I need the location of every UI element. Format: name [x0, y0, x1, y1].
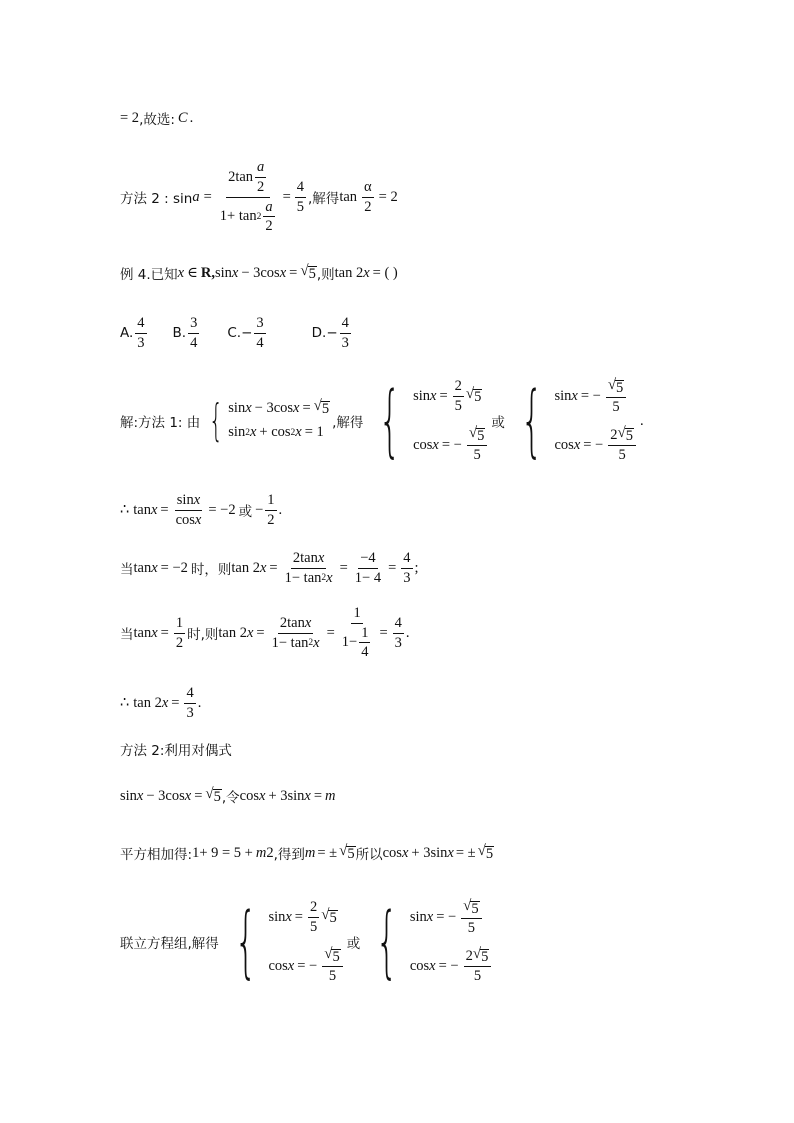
fraction-compound [340, 605, 375, 661]
var: m [304, 844, 316, 861]
func: sin [120, 787, 137, 804]
var: x [304, 614, 312, 631]
sqrt: √ 5 [321, 907, 337, 927]
line-options [120, 314, 353, 352]
func: − 3cos [254, 399, 294, 416]
therefore-symbol: ∴ [120, 501, 130, 518]
sqrt: √ 5 [300, 262, 316, 282]
var: x [285, 908, 292, 925]
text: , [211, 264, 215, 281]
num: 4 [190, 334, 198, 351]
var: x [317, 549, 325, 566]
set: R [200, 264, 212, 281]
fraction [461, 899, 481, 937]
option-a-value [135, 315, 146, 351]
num: 5 [625, 428, 633, 445]
func: tan 2 [133, 694, 162, 711]
var: x [304, 787, 311, 804]
text: . [278, 501, 283, 518]
fraction [353, 550, 383, 586]
func: tan [339, 188, 358, 205]
var: a [255, 159, 266, 178]
op: = [326, 624, 335, 641]
text: 当 [120, 562, 134, 578]
fraction [295, 179, 306, 215]
text: 或 [238, 504, 253, 520]
text: = −2 [208, 501, 236, 518]
option-d-label: D.− [311, 325, 338, 341]
var: x [161, 694, 169, 711]
func: cos [409, 957, 430, 974]
fraction [467, 426, 487, 464]
fraction [464, 947, 492, 985]
var: a [192, 188, 200, 205]
func: + 3sin [268, 787, 305, 804]
op: ∈ [187, 264, 198, 281]
text: 所以 [355, 847, 383, 863]
choice-letter: C [177, 109, 188, 126]
num: 3 [403, 569, 411, 586]
fraction [322, 947, 342, 985]
func: 1− tan [284, 569, 322, 586]
fraction [184, 685, 195, 721]
text: . [405, 624, 410, 641]
op: = [269, 559, 278, 576]
func: cos [268, 957, 288, 974]
sqrt: √ 5 [313, 398, 330, 417]
num: 3 [137, 334, 145, 351]
num: 5 [332, 949, 340, 966]
func: sin [214, 264, 232, 281]
func: sin [176, 491, 194, 508]
num: 5 [485, 845, 494, 862]
var: x [287, 957, 295, 974]
var: x [313, 634, 320, 651]
num: 5 [473, 968, 482, 985]
num: 2 [364, 198, 372, 215]
solution-system-1: { sin x = $\frac{2}{5}$ √ 5 cos x = − √ 5 5 [221, 899, 345, 985]
text: 当 [120, 627, 134, 643]
option-a-label: A. [120, 325, 134, 341]
var: x [151, 624, 158, 641]
fraction [453, 378, 464, 414]
line-answer-c [120, 108, 193, 128]
text: . [197, 694, 202, 711]
text: ,故选: [139, 112, 175, 128]
op: = [160, 624, 169, 641]
num: 3 [188, 315, 199, 334]
num: 2 [175, 634, 184, 651]
num: 5 [454, 397, 462, 414]
text: = ( ) [372, 264, 398, 281]
num: 5 [296, 198, 305, 215]
func: sin [413, 387, 430, 404]
op: = [313, 787, 323, 804]
func: tan [133, 501, 151, 518]
sqrt: √ 5 [463, 898, 479, 917]
op: = − [436, 909, 457, 926]
num: 2 [453, 378, 464, 397]
var: x [401, 844, 409, 861]
sqrt: √ 5 [617, 425, 633, 445]
op: = [171, 694, 180, 711]
op: − [255, 501, 264, 518]
var: x [193, 491, 201, 508]
func: sin [409, 909, 427, 926]
func: 1− tan [271, 634, 309, 651]
num: 5 [213, 788, 221, 805]
num: 5 [347, 845, 355, 862]
fraction [359, 625, 370, 661]
op: = [282, 188, 291, 205]
sqrt: √ 5 [324, 946, 340, 966]
num: 5 [474, 389, 482, 406]
func: + cos [259, 424, 291, 440]
var: x [231, 264, 239, 281]
op: = − [580, 388, 601, 405]
fraction [265, 492, 276, 528]
var: x [249, 424, 257, 440]
var: m [255, 844, 267, 861]
var: α [362, 179, 374, 198]
line-therefore-tanx [120, 490, 282, 530]
num: 5 [309, 918, 318, 935]
line-therefore-tan2x [120, 683, 201, 723]
op: = [289, 264, 298, 281]
var: x [150, 501, 158, 518]
text: 时,则 [187, 627, 219, 643]
var: x [246, 624, 254, 641]
op: = [302, 399, 311, 416]
text: 1+ 9 = 5 + [192, 844, 253, 861]
op: = − [297, 957, 318, 974]
fraction-double-angle: 2tan $\frac{a}{2}$ 1+ tan 2 $\frac{a}{2}$ [219, 159, 273, 235]
fraction-half [263, 199, 274, 235]
var: x [430, 387, 437, 404]
sqrt: √ 5 [339, 842, 355, 862]
text: 1+ tan [219, 208, 257, 225]
num: 5 [477, 428, 485, 445]
fraction: 2tan x 1− tan 2 x [271, 614, 320, 651]
var: x [573, 436, 581, 453]
sqrt: √ 5 [472, 946, 489, 966]
func: 2tan [292, 549, 318, 566]
op: = [294, 908, 303, 925]
line-solution-method1 [120, 376, 644, 466]
var: x [151, 559, 158, 576]
func: cos [413, 436, 433, 453]
num: 3 [394, 634, 402, 651]
sqrt: √ 5 [477, 842, 494, 862]
num: 4 [256, 334, 264, 351]
func: + 3sin [411, 844, 448, 861]
num: 1 [359, 625, 370, 644]
text: 或 [491, 415, 505, 431]
num: 2 [308, 899, 319, 918]
option-d-value [340, 315, 351, 351]
func: tan [133, 624, 152, 641]
heading: 方法 2:利用对偶式 [120, 743, 232, 759]
func: cos [382, 844, 402, 861]
var: x [363, 264, 370, 281]
text: 平方相加得: [120, 847, 193, 863]
func: tan 2 [231, 559, 260, 576]
func: cos [239, 787, 259, 804]
line-example-4 [120, 263, 398, 283]
num: 4 [135, 315, 146, 334]
label: 方法 2 : sin [120, 191, 193, 207]
op: = − [441, 436, 462, 453]
text: ,则 [316, 267, 335, 283]
text: 时，则 [190, 562, 232, 578]
op: = [194, 787, 203, 804]
solution-system-2: { sin x = − √ 5 5 cos x = − 2 √ 5 5 [507, 378, 638, 464]
var: x [326, 569, 333, 586]
var: a [263, 199, 274, 218]
func: 2tan [279, 614, 305, 631]
op: = [203, 188, 212, 205]
text: ; [414, 559, 419, 576]
num: 5 [481, 949, 489, 966]
num: 2 [265, 218, 273, 235]
num: 5 [329, 910, 337, 927]
sqrt: √ 5 [465, 386, 482, 406]
label: 联立方程组,解得 [120, 936, 219, 952]
op: = [439, 387, 448, 404]
num: 3 [254, 315, 265, 334]
option-b-value [188, 315, 199, 351]
var: x [259, 787, 266, 804]
var: x [245, 399, 252, 416]
func: sin [228, 424, 246, 440]
op: = [388, 559, 397, 576]
num: 2 [610, 426, 618, 443]
var: x [279, 264, 287, 281]
num: −4 [358, 550, 377, 569]
text: = 2 [120, 109, 140, 126]
func: tan 2 [218, 624, 247, 641]
therefore-symbol: ∴ [120, 694, 130, 711]
line-joint-system [120, 897, 495, 987]
func: cos [175, 511, 195, 528]
func: − 3cos [146, 787, 185, 804]
line-method2-heading [120, 739, 232, 759]
num: 1 [265, 492, 276, 511]
fraction [174, 615, 185, 651]
line-case-tan-half [120, 603, 410, 663]
fraction-half-alpha [362, 179, 374, 215]
text: = ± [317, 844, 338, 861]
num: 5 [618, 447, 626, 464]
num: 4 [393, 615, 404, 634]
fraction [608, 426, 636, 464]
text: . [189, 109, 194, 126]
var: x [259, 559, 267, 576]
var: x [447, 844, 454, 861]
var: x [426, 909, 434, 926]
func: sin [554, 388, 572, 405]
fraction [606, 378, 626, 416]
num: 5 [616, 380, 624, 396]
func: − 3cos [241, 264, 280, 281]
num: 5 [612, 399, 620, 416]
text: ,解得 [308, 191, 340, 207]
num: 2 [257, 178, 265, 195]
num: 1 [351, 605, 362, 624]
num: 4 [361, 644, 369, 661]
num: 5 [328, 968, 337, 985]
op: = − [438, 957, 459, 974]
text: = 1 [304, 424, 324, 440]
var: x [136, 787, 144, 804]
num: 5 [467, 920, 476, 937]
sqrt: √ 5 [468, 425, 485, 445]
line-case-tan-neg2 [120, 548, 419, 588]
fraction: 2tan x 1− tan 2 x [284, 549, 333, 586]
option-c-value [254, 315, 265, 351]
var: x [429, 957, 436, 974]
func: tan 2 [334, 264, 364, 281]
num: 4 [295, 179, 306, 198]
var: x [194, 511, 202, 528]
var: x [177, 264, 185, 281]
label: 例 4.已知 [120, 267, 178, 283]
text: . [639, 412, 644, 429]
label: 解:方法 1: 由 [120, 415, 201, 431]
func: cos [554, 436, 574, 453]
var: x [184, 787, 192, 804]
text: 1− [341, 634, 358, 651]
fraction [393, 615, 404, 651]
var: x [571, 388, 578, 405]
text: ,解得 [332, 415, 364, 431]
text: = ± [455, 844, 476, 861]
num: 5 [308, 265, 316, 282]
func: sin [228, 399, 246, 416]
num: 3 [186, 704, 194, 721]
num: 1− 4 [354, 569, 382, 586]
text: ,得到 [273, 847, 305, 863]
num: 4 [184, 685, 195, 704]
func: tan [133, 559, 152, 576]
line-method2-sin [120, 159, 398, 235]
num: 4 [340, 315, 351, 334]
op: = [256, 624, 265, 641]
num: 5 [471, 901, 479, 917]
num: 2 [465, 947, 473, 964]
solution-system-1: { sin x = $\frac{2}{5}$ √ 5 cos x = − √ 5 5 [365, 378, 489, 464]
var: x [295, 424, 302, 440]
var: x [432, 436, 439, 453]
text: = 2 [378, 188, 398, 205]
var: m [325, 787, 336, 804]
sqrt: √ 5 [205, 785, 221, 805]
text: 2tan [228, 168, 254, 185]
text: = −2 [160, 559, 188, 576]
fraction [308, 899, 319, 935]
text: ,令 [221, 790, 240, 806]
num: 5 [473, 447, 481, 464]
op: = [339, 559, 348, 576]
num: 2 [267, 511, 275, 528]
line-dual-expression [120, 786, 336, 806]
solution-system-2: { sin x = − √ 5 5 cos x = − 2 √ 5 5 [362, 899, 493, 985]
equation-system: { sin x − 3cos x = √ 5 sin 2 x + cos 2 x = 1 [209, 395, 330, 446]
num: 5 [321, 401, 330, 417]
line-square-and-add: 平方相加得: 1+ 9 = 5 + m 2 ,得到 m = ± √ 5 所以 cos x + 3sin x = ± √ 5 [120, 842, 494, 863]
num: 3 [341, 334, 349, 351]
option-b-label: B. [172, 325, 187, 341]
op: = [160, 501, 169, 518]
func: sin [268, 908, 286, 925]
op: = [379, 624, 388, 641]
num: 4 [401, 550, 412, 569]
var: x [293, 399, 300, 416]
fraction-half [255, 159, 266, 195]
sqrt: √ 5 [607, 377, 624, 396]
text: 或 [346, 936, 361, 952]
option-c-label: C.− [227, 325, 253, 341]
op: = − [583, 436, 604, 453]
fraction [174, 492, 204, 528]
num: 1 [174, 615, 185, 634]
fraction [401, 550, 412, 586]
